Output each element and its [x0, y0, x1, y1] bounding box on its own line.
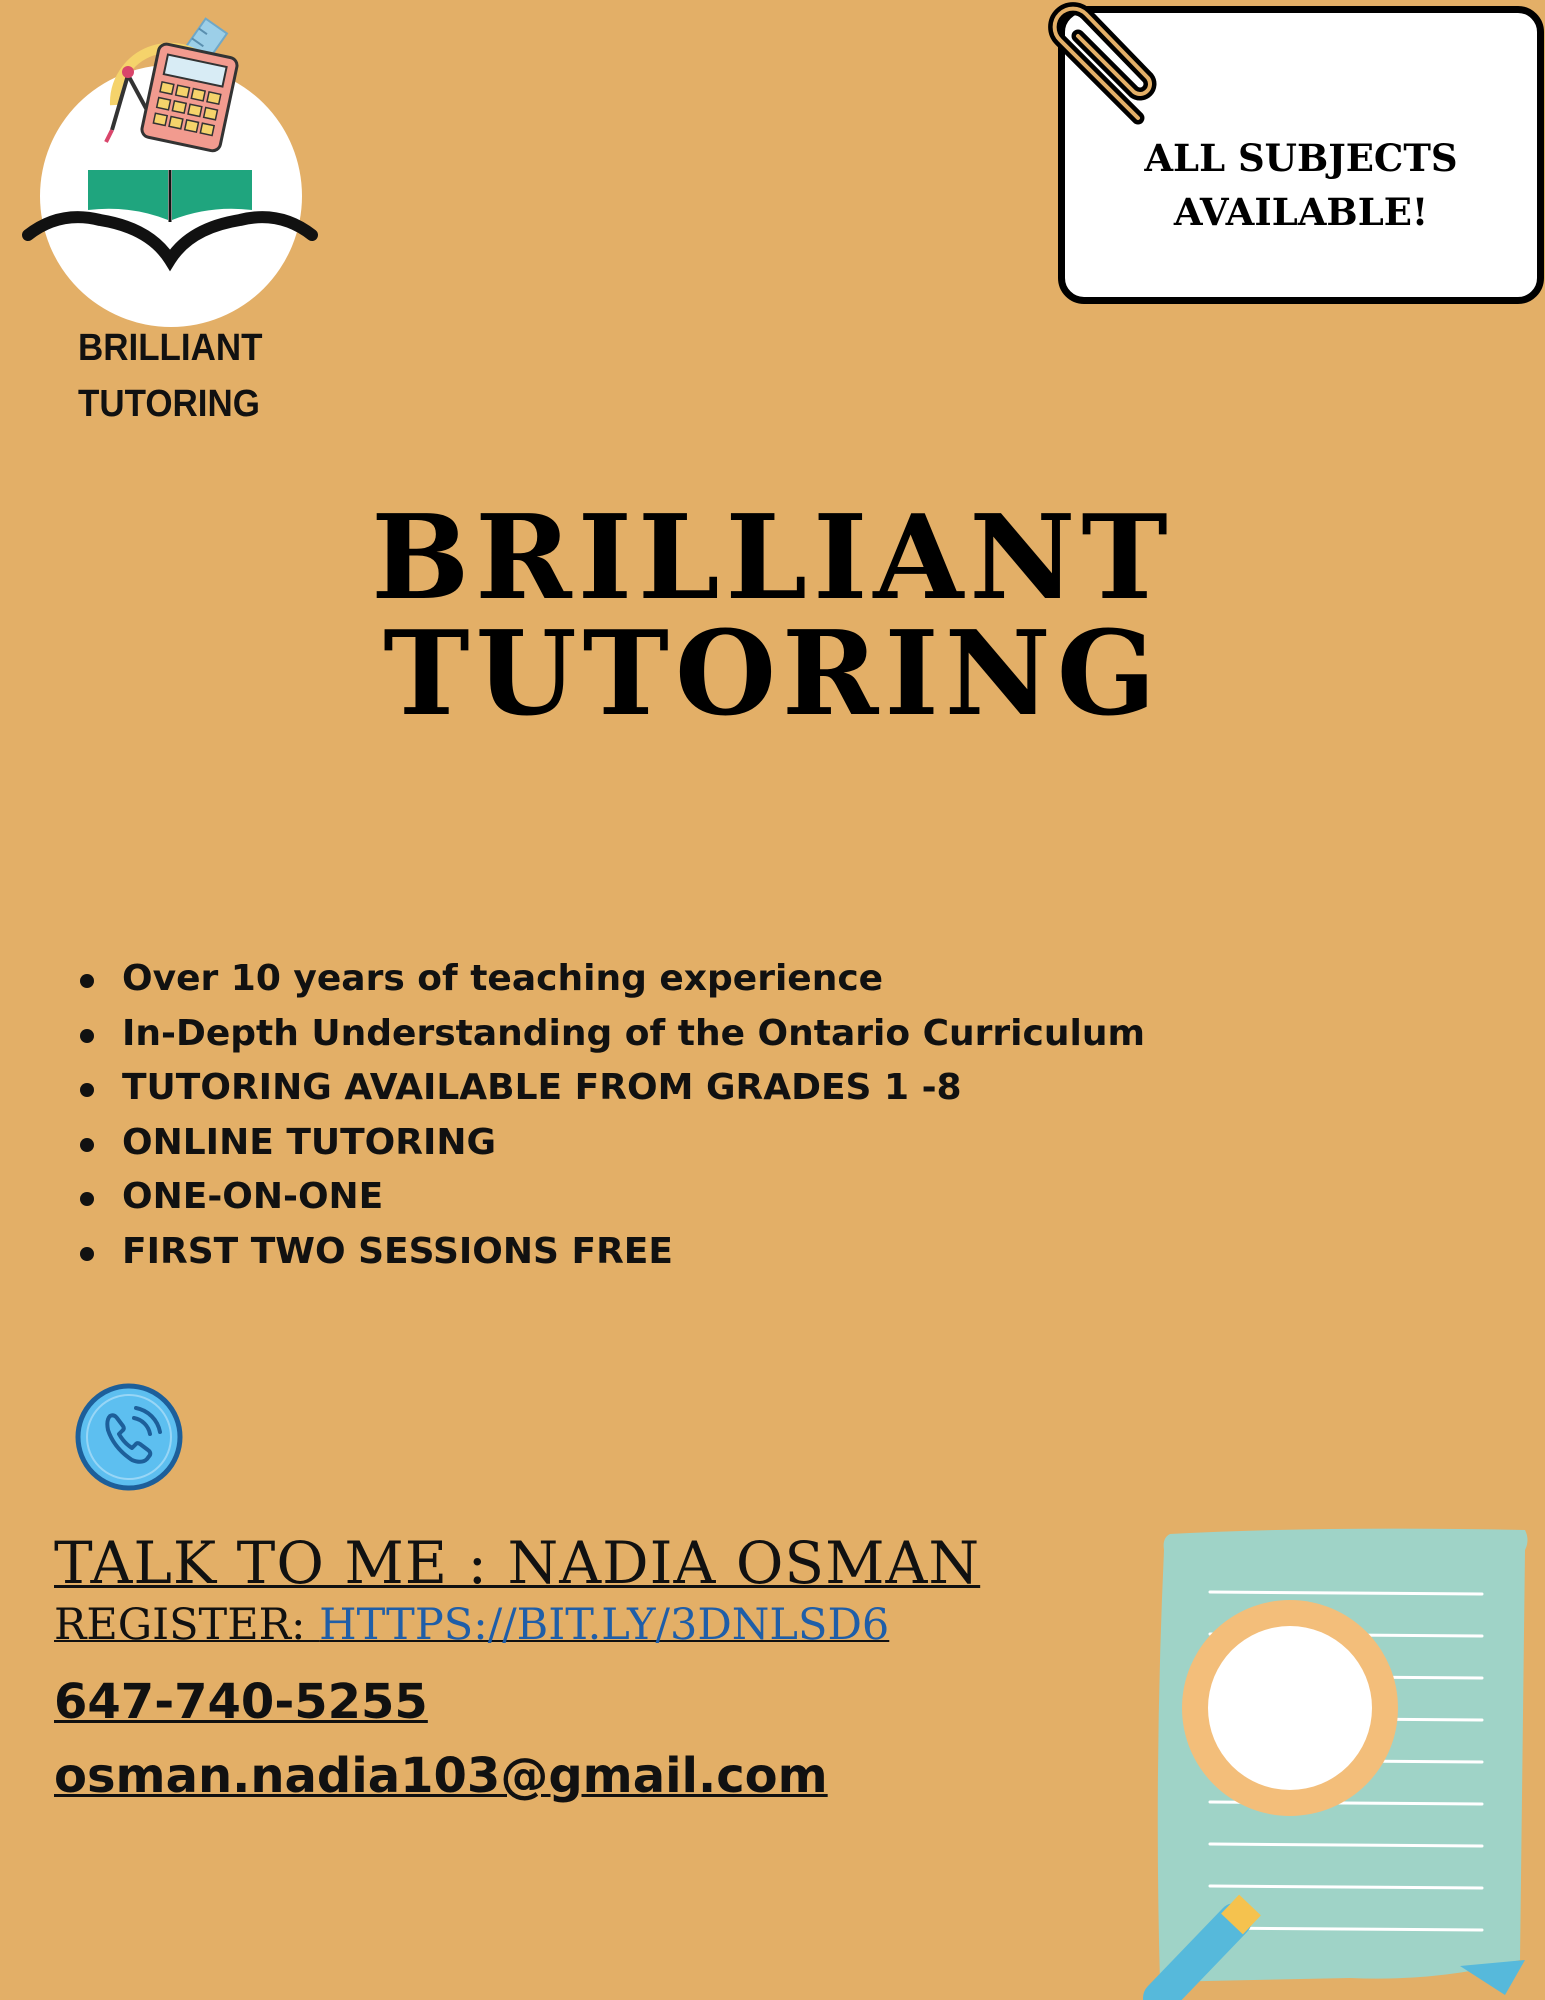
list-item-text: ONLINE TUTORING — [122, 1121, 497, 1163]
talk-to-me-heading: TALK TO ME : NADIA OSMAN — [54, 1529, 981, 1597]
list-item-text: ONE-ON-ONE — [122, 1176, 384, 1217]
register-line — [54, 1598, 980, 1652]
register-link[interactable]: HTTPS://BIT.LY/3DNLSD6 — [319, 1600, 890, 1650]
contact-block — [54, 1528, 980, 1808]
bullet-icon — [80, 1138, 94, 1152]
document-magnifier-icon — [1120, 1520, 1545, 2000]
list-item-text: TUTORING AVAILABLE FROM GRADES 1 -8 — [122, 1067, 962, 1108]
bullet-icon — [80, 1192, 94, 1206]
main-title — [0, 490, 1545, 742]
list-item-text: FIRST TWO SESSIONS FREE — [122, 1230, 673, 1272]
title-line-1: BRILLIANT — [371, 490, 1174, 626]
list-item — [74, 1170, 1145, 1225]
register-label: REGISTER: — [54, 1600, 320, 1650]
list-item — [74, 1007, 1145, 1062]
list-item — [74, 1225, 1145, 1280]
list-item — [74, 1116, 1145, 1171]
title-line-2: TUTORING — [383, 606, 1162, 742]
note-line-2: AVAILABLE! — [1173, 190, 1429, 234]
brand-logo — [20, 10, 320, 430]
list-item — [74, 952, 1145, 1007]
logo-text — [78, 320, 299, 432]
logo-line-1: BRILLIANT — [78, 327, 263, 369]
phone-number[interactable]: 647-740-5255 — [54, 1674, 428, 1730]
bullet-icon — [80, 1247, 94, 1261]
bullet-icon — [80, 1029, 94, 1043]
note-text — [1065, 131, 1537, 239]
logo-line-2: TUTORING — [78, 383, 260, 425]
bullet-icon — [80, 1083, 94, 1097]
bullet-icon — [80, 974, 94, 988]
book-calculator-logo-icon — [20, 10, 320, 300]
phone-call-icon[interactable] — [74, 1382, 184, 1492]
list-item-text: Over 10 years of teaching experience — [122, 958, 884, 999]
list-item-text: In-Depth Understanding of the Ontario Curriculum — [122, 1012, 1145, 1054]
list-item — [74, 1061, 1145, 1116]
paperclip-icon — [1020, 0, 1160, 140]
email-address[interactable]: osman.nadia103@gmail.com — [54, 1748, 828, 1804]
note-line-1: ALL SUBJECTS — [1144, 136, 1458, 180]
features-list — [74, 952, 1145, 1279]
